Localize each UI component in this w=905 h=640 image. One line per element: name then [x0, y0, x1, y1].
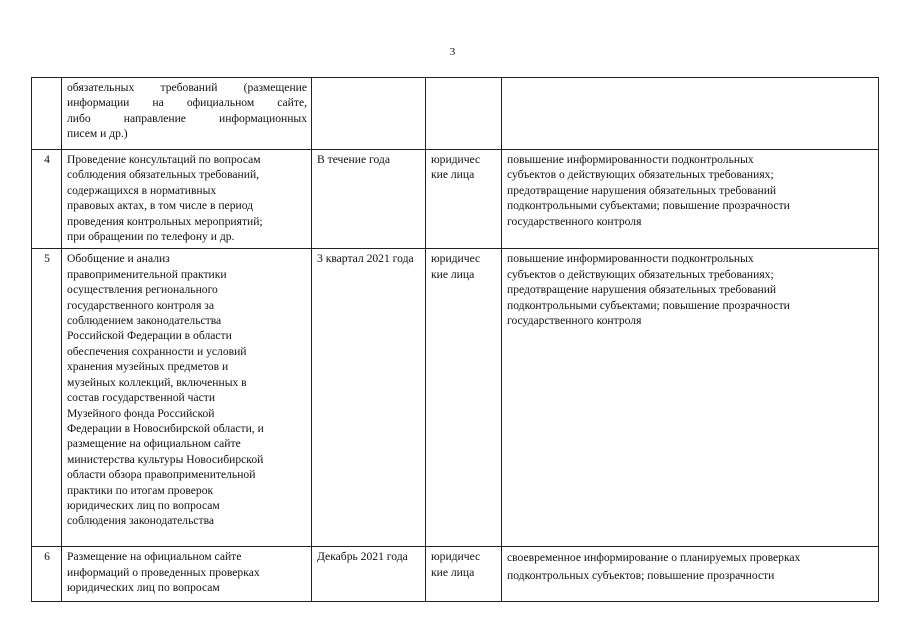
subject-cell: юридичес кие лица	[426, 547, 502, 602]
result-cell	[502, 547, 879, 602]
deadline-cell: 3 квартал 2021 года	[312, 249, 426, 547]
result-line: своевременное информирование о планируемых проверках	[507, 551, 801, 565]
description-line: осуществления регионального	[67, 283, 218, 297]
event-description-cell	[62, 249, 312, 547]
description-line: соблюдением законодательства	[67, 314, 222, 328]
description-line: правоприменительной практики	[67, 267, 227, 281]
table-row	[32, 150, 879, 249]
description-line: обязательных требований (размещение	[67, 81, 307, 94]
description-line: информации на официальном сайте,	[67, 96, 307, 110]
description-line: проведения контрольных мероприятий;	[67, 214, 263, 228]
row-number-cell: 5	[32, 249, 62, 547]
description-line: юридических лиц по вопросам	[67, 581, 220, 595]
subject-cell: юридичес кие лица	[426, 249, 502, 547]
row-number-cell	[32, 78, 62, 150]
result-line: предотвращение нарушения обязательных требований	[507, 283, 777, 297]
result-line: субъектов о действующих обязательных требованиях;	[507, 267, 774, 281]
event-description-cell	[62, 150, 312, 249]
description-line: либо направление информационных	[67, 111, 307, 125]
result-line: подконтрольными субъектами; повышение прозрачности	[507, 298, 790, 312]
result-line: государственного контроля	[507, 314, 642, 328]
result-cell	[502, 78, 879, 150]
page-number: 3	[449, 46, 456, 58]
result-cell	[502, 150, 879, 249]
result-cell	[502, 249, 879, 547]
description-line: юридических лиц по вопросам	[67, 498, 220, 512]
table-row	[32, 78, 879, 150]
deadline-cell	[312, 78, 426, 150]
description-line: соблюдения законодательства	[67, 514, 215, 528]
description-line: правовых актах, в том числе в период	[67, 199, 254, 213]
event-description-cell	[62, 78, 312, 150]
description-line: государственного контроля за	[67, 298, 215, 312]
description-line: Проведение консультаций по вопросам	[67, 153, 261, 166]
description-line: Музейного фонда Российской	[67, 406, 215, 420]
description-line: музейных коллекций, включенных в	[67, 375, 247, 389]
description-line: при обращении по телефону и др.	[67, 230, 235, 244]
description-line: Обобщение и анализ	[67, 252, 170, 266]
event-description-cell	[62, 547, 312, 602]
description-line: писем и др.)	[67, 127, 128, 141]
description-line: практики по итогам проверок	[67, 483, 214, 497]
result-line: подконтрольными субъектами; повышение прозрачности	[507, 199, 790, 213]
description-line: Федерации в Новосибирской области, и	[67, 421, 264, 435]
result-line: государственного контроля	[507, 214, 642, 228]
description-line: области обзора правоприменительной	[67, 468, 256, 482]
deadline-cell: Декабрь 2021 года	[312, 547, 426, 602]
description-line: соблюдения обязательных требований,	[67, 168, 260, 182]
description-line: Российской Федерации в области	[67, 329, 232, 343]
description-line: информаций о проведенных проверках	[67, 565, 260, 579]
result-line: подконтрольных субъектов; повышение прозрачности	[507, 569, 775, 583]
subject-cell	[426, 78, 502, 150]
description-line: обеспечения сохранности и условий	[67, 344, 247, 358]
table-row	[32, 249, 879, 547]
subject-cell: юридичес кие лица	[426, 150, 502, 249]
description-line: министерства культуры Новосибирской	[67, 452, 264, 466]
row-number-cell: 4	[32, 150, 62, 249]
row-number-cell: 6	[32, 547, 62, 602]
result-line: повышение информированности подконтрольных	[507, 252, 754, 266]
description-line: хранения музейных предметов и	[67, 360, 229, 374]
description-line: состав государственной части	[67, 391, 216, 405]
deadline-cell: В течение года	[312, 150, 426, 249]
description-line: размещение на официальном сайте	[67, 437, 241, 451]
result-line: предотвращение нарушения обязательных требований	[507, 183, 777, 197]
table-row	[32, 547, 879, 602]
result-line: субъектов о действующих обязательных требованиях;	[507, 168, 774, 182]
result-line: повышение информированности подконтрольных	[507, 153, 754, 166]
plan-table	[31, 77, 879, 602]
description-line: содержащихся в нормативных	[67, 183, 217, 197]
description-line: Размещение на официальном сайте	[67, 550, 242, 564]
